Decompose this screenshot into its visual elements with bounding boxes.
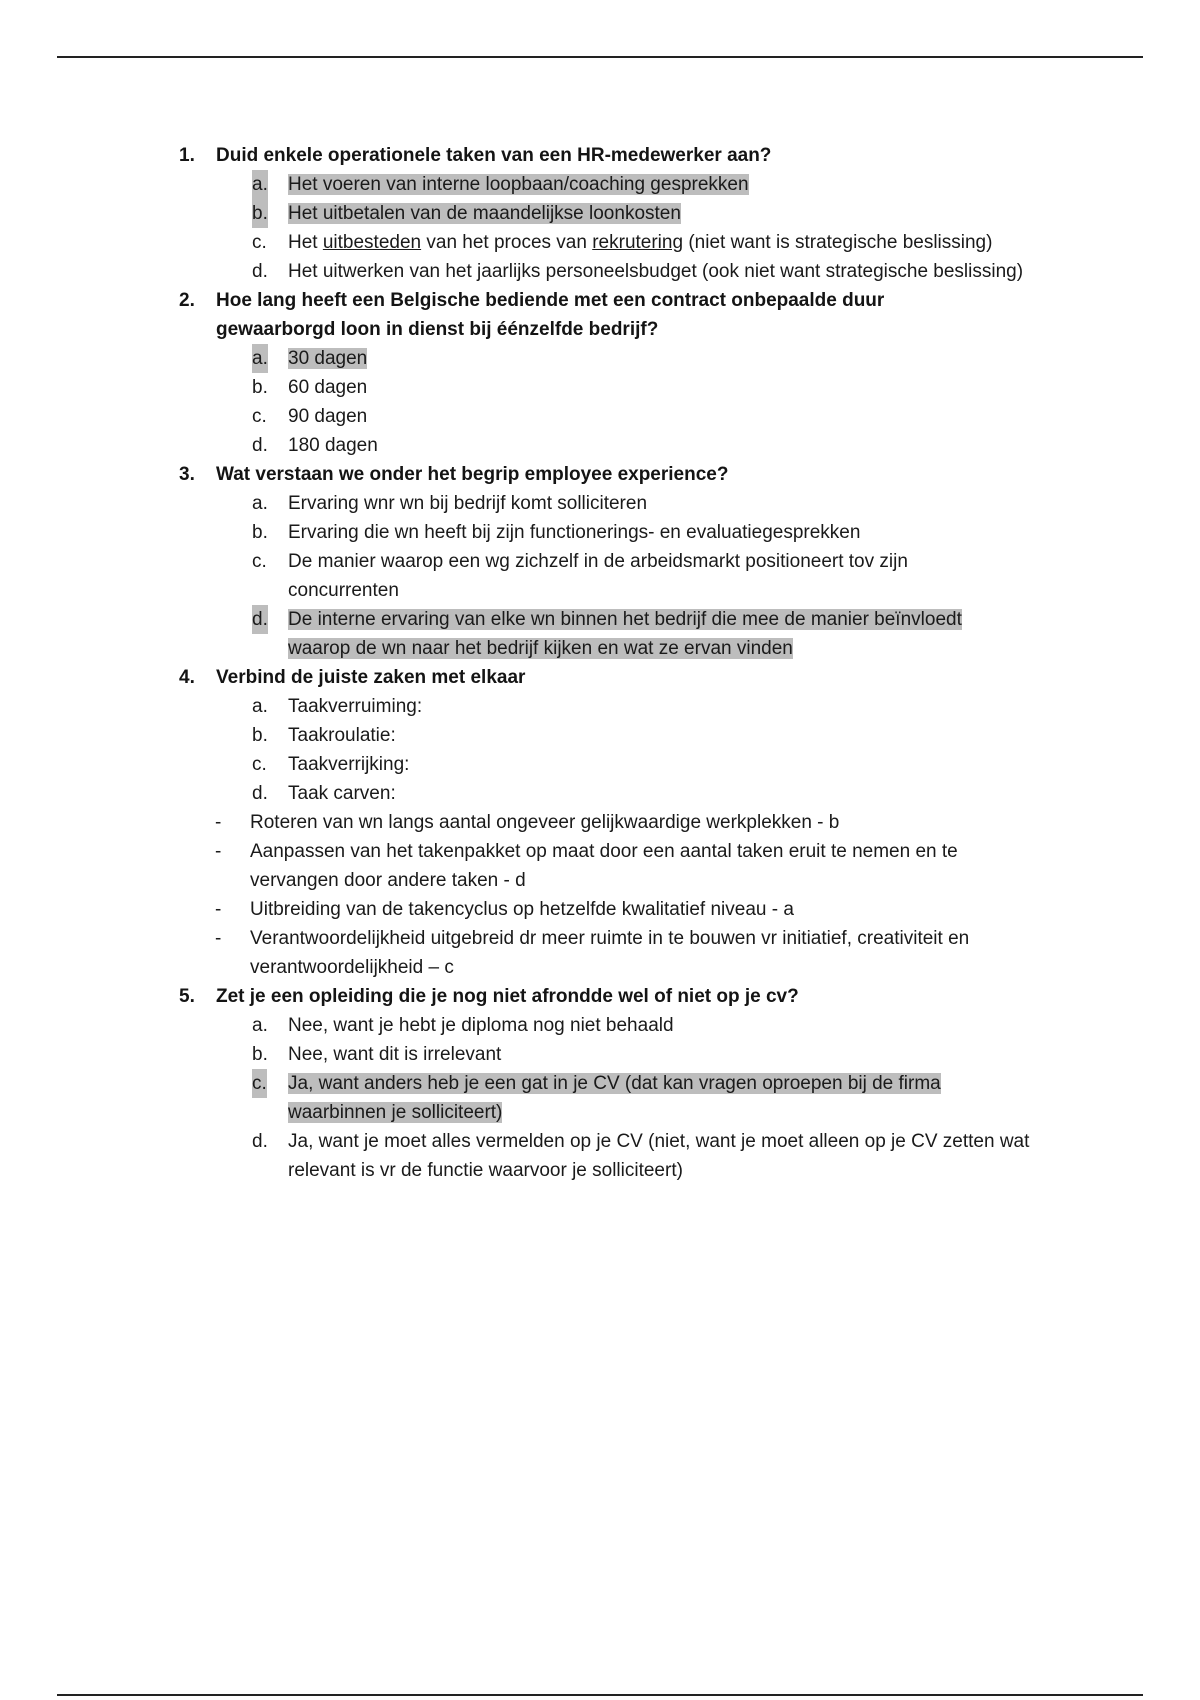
option-text-highlighted: De interne ervaring van elke wn binnen het bedrijf die mee de manier beïnvloedt waarop de wn naar het bedrijf kijken en wat ze ervan vinden (288, 609, 962, 659)
question-5 (0, 982, 1200, 1011)
option-5d (0, 1127, 1200, 1185)
option-text: 90 dagen (288, 406, 368, 427)
option-2b (0, 373, 1200, 402)
option-4c (0, 750, 1200, 779)
option-text: 180 dagen (288, 435, 378, 456)
option-4a (0, 692, 1200, 721)
question-1 (0, 141, 1200, 170)
option-letter: b. (252, 522, 268, 543)
option-text: Het uitwerken van het jaarlijks personeelsbudget (ook niet want strategische beslissing) (288, 261, 1024, 282)
question-3 (0, 460, 1200, 489)
question-number: 2. (179, 290, 195, 311)
match-text: Roteren van wn langs aantal ongeveer gelijkwaardige werkplekken - b (250, 812, 840, 833)
option-letter: c. (252, 1069, 267, 1098)
option-3d (0, 605, 1200, 663)
option-letter: a. (252, 344, 268, 373)
option-text-highlighted: Het uitbetalen van de maandelijkse loonkosten (288, 203, 681, 224)
option-letter: d. (252, 435, 268, 456)
option-1b (0, 199, 1200, 228)
question-2 (0, 286, 1200, 344)
option-text: Taakroulatie: (288, 725, 396, 746)
question-number: 5. (179, 986, 195, 1007)
option-letter: a. (252, 493, 268, 514)
option-letter: a. (252, 696, 268, 717)
option-5c (0, 1069, 1200, 1127)
option-text-highlighted: Ja, want anders heb je een gat in je CV (dat kan vragen oproepen bij de firma waarbinnen je solliciteert) (288, 1073, 941, 1123)
option-letter: d. (252, 1131, 268, 1152)
header-rule (57, 56, 1143, 58)
option-text: Nee, want dit is irrelevant (288, 1044, 502, 1065)
option-4b (0, 721, 1200, 750)
option-letter: c. (252, 406, 267, 427)
bullet-dash: - (215, 812, 222, 833)
option-text: (niet want is strategische beslissing) (683, 232, 993, 253)
option-3a (0, 489, 1200, 518)
option-2d (0, 431, 1200, 460)
option-1d (0, 257, 1200, 286)
option-1c (0, 228, 1200, 257)
option-text: 60 dagen (288, 377, 368, 398)
quiz-content (0, 141, 1200, 1185)
option-1a (0, 170, 1200, 199)
underlined-word: uitbesteden (322, 232, 422, 253)
option-letter: c. (252, 754, 267, 775)
option-letter: d. (252, 605, 268, 634)
option-5b (0, 1040, 1200, 1069)
question-text: Duid enkele operationele taken van een HR-medewerker aan? (216, 145, 772, 166)
option-text: Ervaring wnr wn bij bedrijf komt solliciteren (288, 493, 648, 514)
question-number: 1. (179, 145, 195, 166)
bullet-dash: - (215, 841, 222, 862)
option-letter: c. (252, 551, 267, 572)
match-text: Uitbreiding van de takencyclus op hetzelfde kwalitatief niveau - a (250, 899, 794, 920)
option-3b (0, 518, 1200, 547)
match-item-2 (0, 837, 1200, 895)
question-number: 3. (179, 464, 195, 485)
option-letter: b. (252, 377, 268, 398)
match-item-1 (0, 808, 1200, 837)
bullet-dash: - (215, 899, 222, 920)
option-letter: d. (252, 783, 268, 804)
question-text: Zet je een opleiding die je nog niet afrondde wel of niet op je cv? (216, 986, 799, 1007)
question-number: 4. (179, 667, 195, 688)
option-text: Het (288, 232, 323, 253)
match-item-4 (0, 924, 1200, 982)
question-text: Hoe lang heeft een Belgische bediende met een contract onbepaalde duur gewaarborgd loon in dienst bij éénzelfde bedrijf? (216, 290, 885, 340)
option-text: Nee, want je hebt je diploma nog niet behaald (288, 1015, 674, 1036)
option-5a (0, 1011, 1200, 1040)
underlined-word: rekrutering (592, 232, 684, 253)
option-text: De manier waarop een wg zichzelf in de arbeidsmarkt positioneert tov zijn concurrenten (288, 551, 908, 601)
option-3c (0, 547, 1200, 605)
option-text: Ervaring die wn heeft bij zijn functionerings- en evaluatiegesprekken (288, 522, 861, 543)
option-text-highlighted: 30 dagen (288, 348, 368, 369)
option-letter: a. (252, 1015, 268, 1036)
option-letter: a. (252, 170, 268, 199)
option-letter: b. (252, 1044, 268, 1065)
match-text: Verantwoordelijkheid uitgebreid dr meer ruimte in te bouwen vr initiatief, creativiteit en verantwoordelijkheid – c (250, 928, 970, 978)
bullet-dash: - (215, 928, 222, 949)
option-text: Taak carven: (288, 783, 396, 804)
question-4 (0, 663, 1200, 692)
option-letter: d. (252, 261, 268, 282)
option-text: Ja, want je moet alles vermelden op je CV (niet, want je moet alleen op je CV zetten wat relevant is vr de functie waarvoor je solliciteert) (288, 1131, 1030, 1181)
option-text: Taakverrijking: (288, 754, 410, 775)
option-letter: b. (252, 199, 268, 228)
option-text: Taakverruiming: (288, 696, 423, 717)
question-text: Wat verstaan we onder het begrip employee experience? (216, 464, 729, 485)
match-text: Aanpassen van het takenpakket op maat door een aantal taken eruit te nemen en te vervangen door andere taken - d (250, 841, 958, 891)
option-4d (0, 779, 1200, 808)
option-2c (0, 402, 1200, 431)
footer-rule (57, 1694, 1143, 1696)
question-text: Verbind de juiste zaken met elkaar (216, 667, 526, 688)
option-text: van het proces van (421, 232, 593, 253)
match-item-3 (0, 895, 1200, 924)
option-2a (0, 344, 1200, 373)
option-text-highlighted: Het voeren van interne loopbaan/coaching gesprekken (288, 174, 749, 195)
option-letter: b. (252, 725, 268, 746)
option-letter: c. (252, 232, 267, 253)
